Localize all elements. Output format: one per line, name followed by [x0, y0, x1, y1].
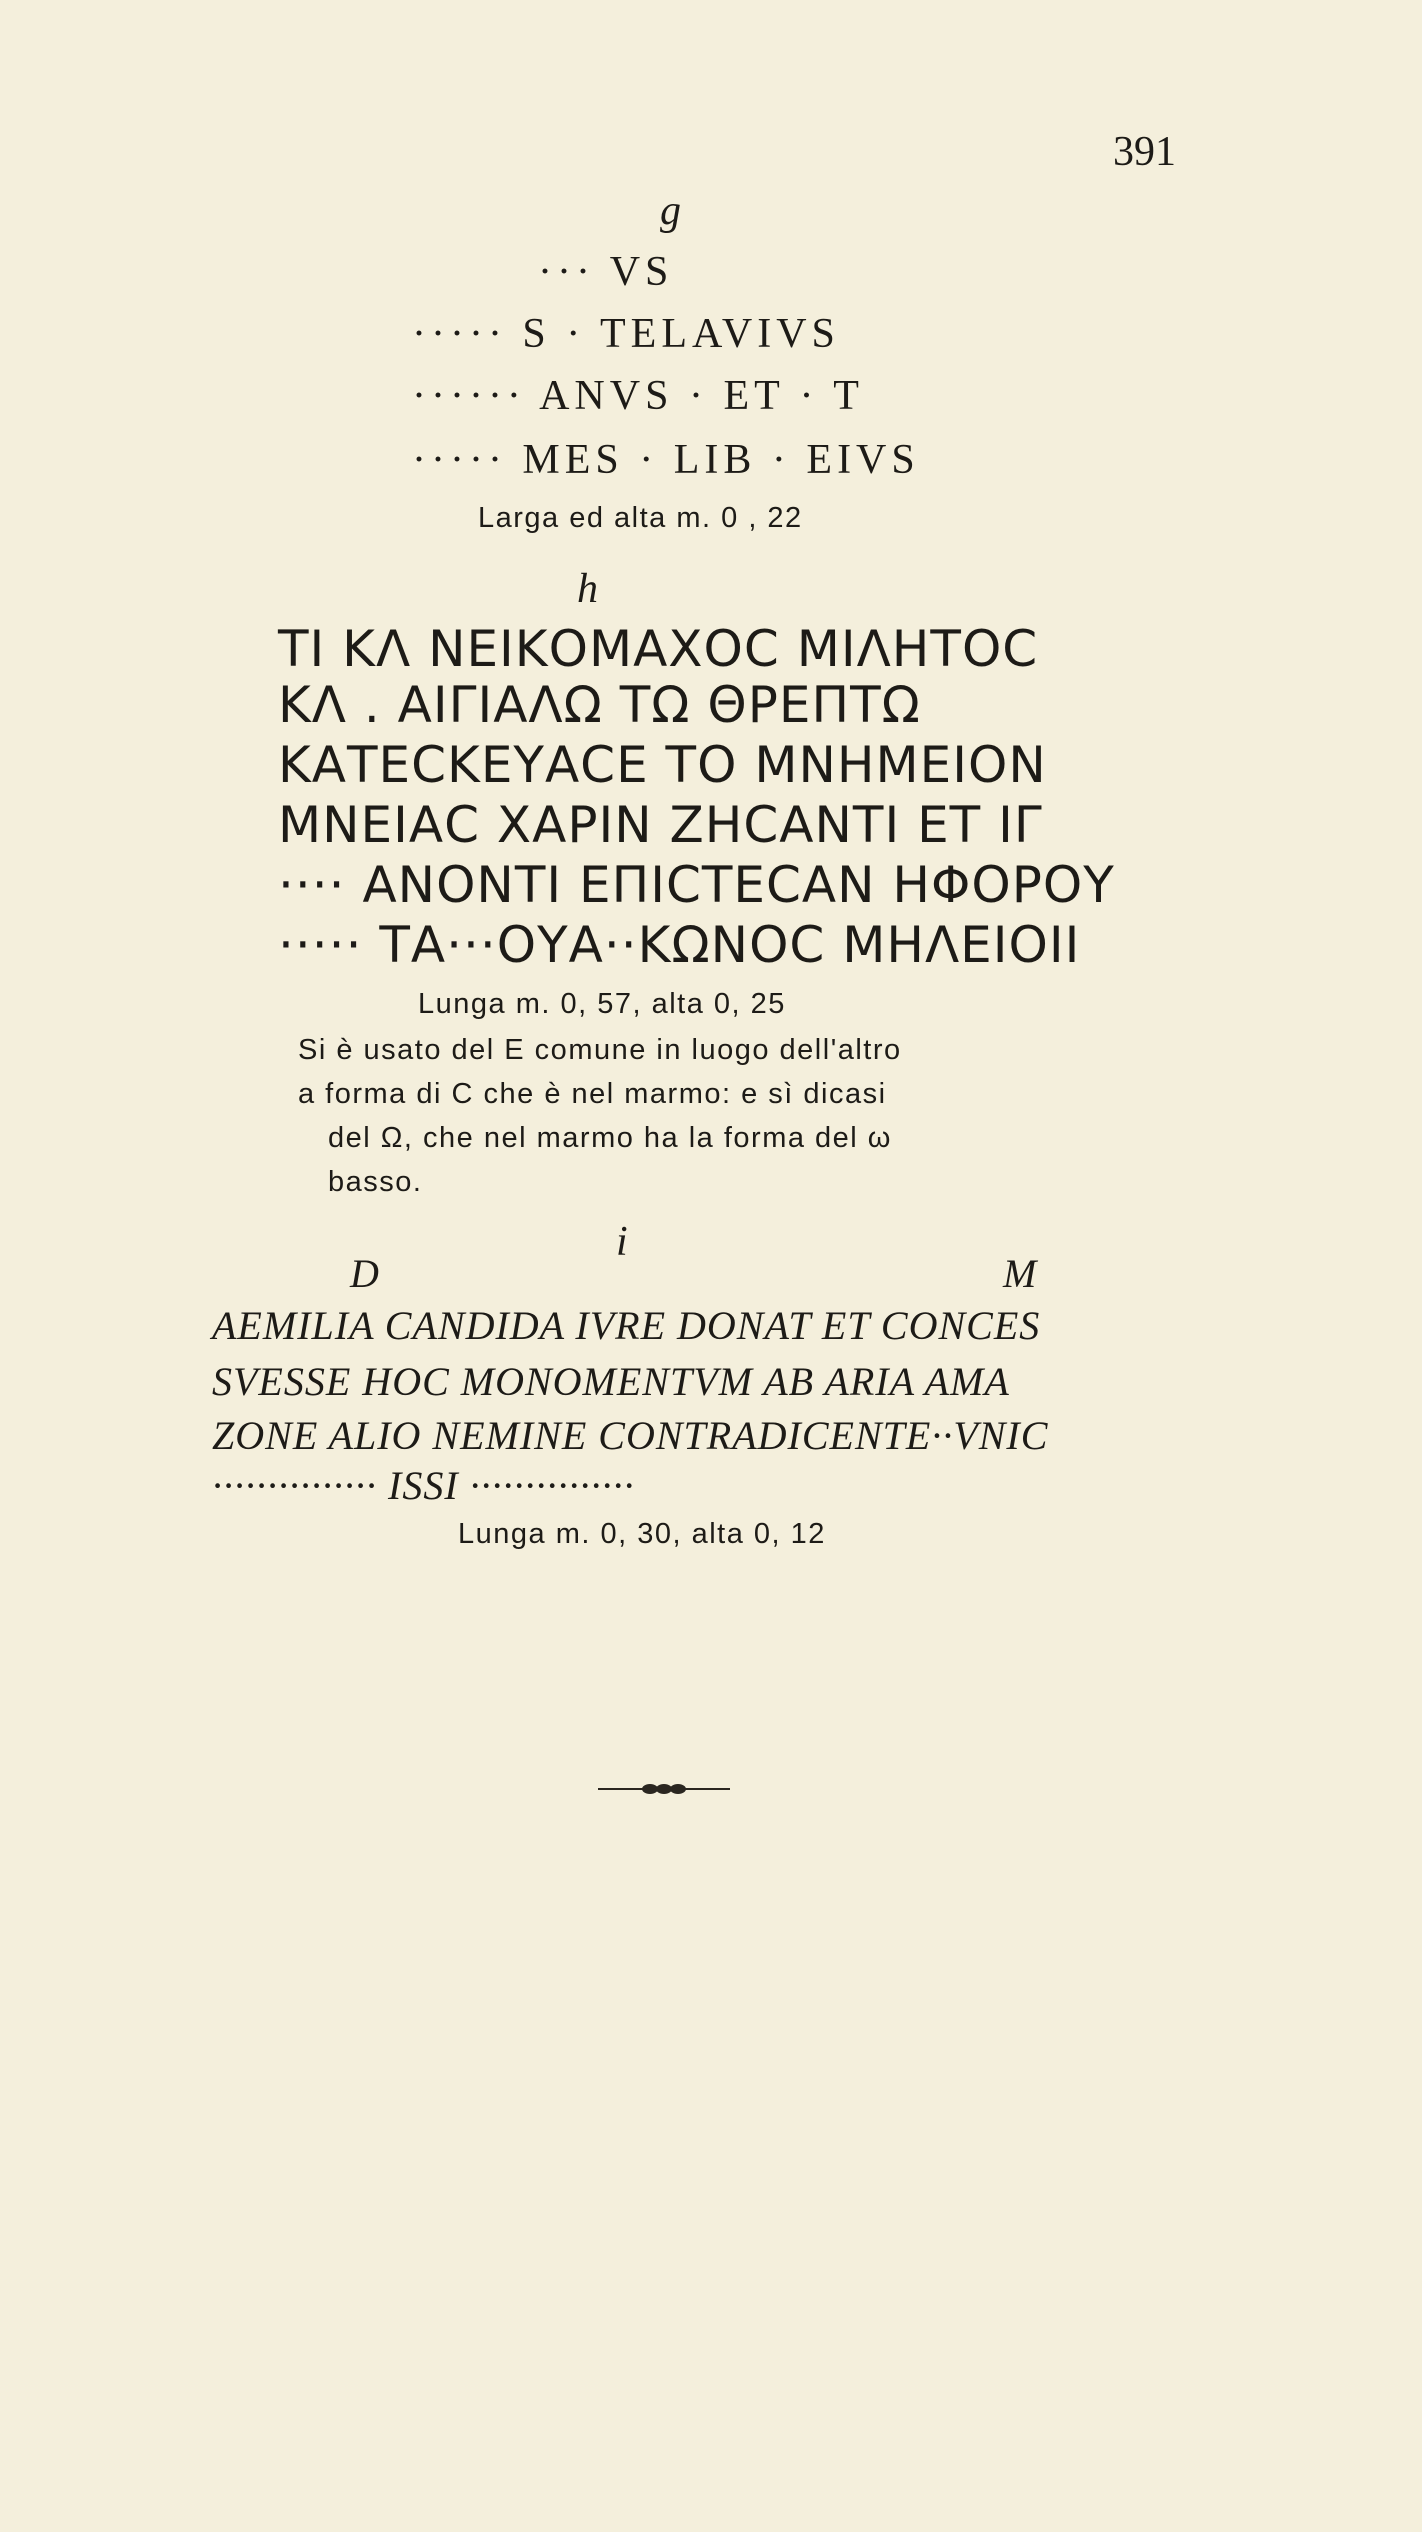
section-letter-g: g: [660, 188, 681, 234]
page-number: 391: [1113, 129, 1176, 175]
note-line: del Ω, che nel marmo ha la forma del ω: [328, 1122, 892, 1154]
inscription-d: D: [350, 1251, 380, 1296]
greek-inscription-line: ΚΑΤΕCΚΕΥΑCΕ ΤΟ ΜΝΗΜΕΙΟΝ: [278, 736, 1047, 794]
greek-inscription-line: ΜΝΕΙΑC ΧΑΡΙΝ ΖΗCΑΝΤΙ ΕΤ ΙΓ: [278, 796, 1043, 854]
greek-inscription-line: TI ΚΛ ΝΕΙΚΟΜΑΧΟC ΜΙΛΗΤΟC: [278, 620, 1039, 678]
inscription-line: ····· MES · LIB · EIVS: [412, 437, 920, 483]
ornament-divider: [598, 1782, 730, 1796]
greek-inscription-line: ΚΛ . ΑΙΓΙΑΛΩ ΤΩ ΘΡΕΠΤΩ: [278, 676, 921, 734]
greek-inscription-line: ····· ΤΑ···ΟΥΑ··ΚΩΝΟC ΜΗΛΕΙΟΙΙ: [278, 916, 1081, 974]
measurement: Lunga m. 0, 30, alta 0, 12: [458, 1518, 826, 1550]
measurement: Larga ed alta m. 0 , 22: [478, 502, 803, 534]
inscription-m: M: [1003, 1251, 1038, 1296]
section-letter-h: h: [577, 566, 598, 612]
note-line: Si è usato del E comune in luogo dell'altro: [298, 1034, 902, 1066]
inscription-line: ····· S · TELAVIVS: [412, 311, 840, 357]
greek-inscription-line: ···· ΑΝΟΝΤΙ ΕΠΙCΤΕCΑΝ ΗΦΟΡΟΥ: [278, 856, 1115, 914]
note-line: a forma di C che è nel marmo: e sì dicasi: [298, 1078, 887, 1110]
note-line: basso.: [328, 1166, 423, 1198]
section-letter-i: i: [616, 1219, 628, 1265]
measurement: Lunga m. 0, 57, alta 0, 25: [418, 988, 786, 1020]
inscription-line: ······ ANVS · ET · T: [412, 373, 864, 419]
inscription-line: ··· VS: [538, 249, 674, 295]
inscription-line: AEMILIA CANDIDA IVRE DONAT ET CONCES: [212, 1303, 1041, 1348]
inscription-line: ··············· ISSI ···············: [212, 1463, 635, 1508]
inscription-line: SVESSE HOC MONOMENTVM AB ARIA AMA: [212, 1359, 1010, 1404]
inscription-line: ZONE ALIO NEMINE CONTRADICENTE··VNIC: [212, 1413, 1049, 1458]
